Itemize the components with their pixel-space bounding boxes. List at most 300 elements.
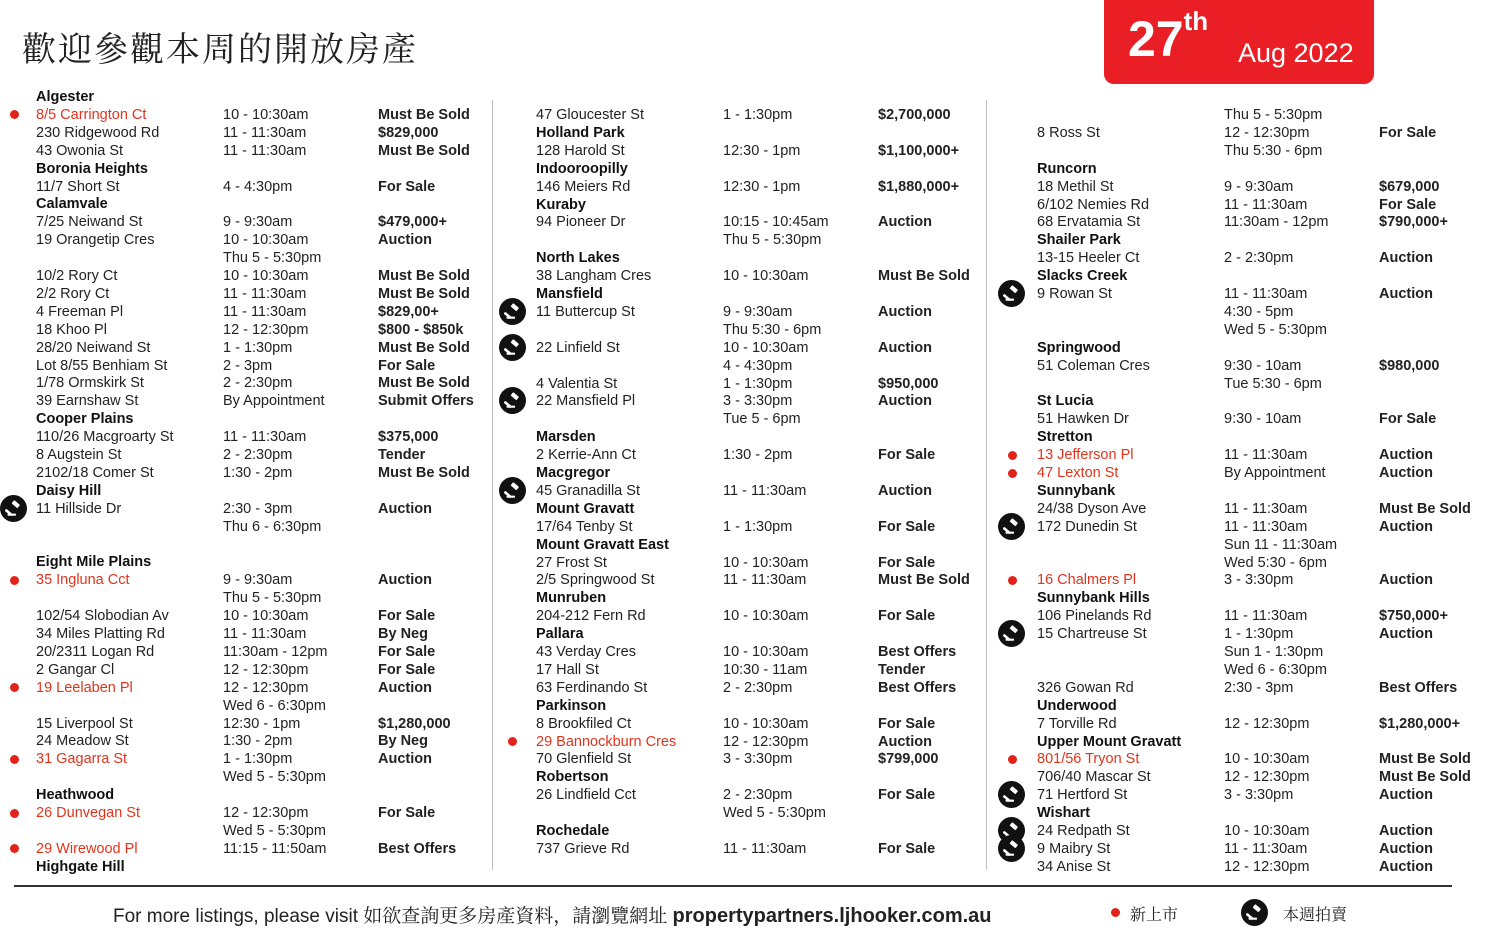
- inspection-time: 12:30 - 1pm: [723, 178, 801, 195]
- listing-row[interactable]: [36, 106, 488, 124]
- listing-price: By Neg: [378, 626, 428, 642]
- listing-row[interactable]: [1037, 750, 1489, 768]
- listing-row[interactable]: [36, 464, 488, 482]
- listing-price: $980,000: [1379, 357, 1440, 374]
- inspection-time: 1 - 1:30pm: [223, 751, 293, 768]
- inspection-time: 10 - 10:30am: [723, 339, 809, 356]
- listing-address: 15 Chartreuse St: [1037, 626, 1147, 643]
- inspection-time: 11 - 11:30am: [1224, 840, 1308, 857]
- inspection-time: 11 - 11:30am: [1224, 447, 1308, 464]
- listing-address: 29 Bannockburn Cres: [536, 733, 677, 750]
- listing-price: For Sale: [378, 608, 436, 625]
- listing-address: 35 Ingluna Cct: [36, 572, 130, 589]
- suburb-heading: Daisy Hill: [36, 482, 102, 499]
- suburb-heading: Slacks Creek: [1037, 268, 1128, 285]
- inspection-time: Tue 5:30 - 6pm: [1224, 375, 1322, 392]
- listing-row[interactable]: [536, 571, 988, 589]
- listing-address: 38 Langham Cres: [536, 268, 652, 285]
- listing-address: 1/78 Ormskirk St: [36, 375, 144, 392]
- listing-row[interactable]: [36, 518, 488, 536]
- inspection-time: 11 - 11:30am: [223, 429, 307, 446]
- listing-address: 11/7 Short St: [36, 178, 120, 195]
- listing-row[interactable]: [1037, 536, 1489, 554]
- listing-address: 110/26 Macgroarty St: [36, 429, 174, 446]
- listing-row[interactable]: [536, 392, 988, 410]
- inspection-time: 11 - 11:30am: [1224, 286, 1308, 302]
- listing-row[interactable]: [1037, 571, 1489, 589]
- suburb-heading: Rochedale: [536, 823, 610, 839]
- listing-row[interactable]: [36, 213, 488, 231]
- inspection-time: 1 - 1:30pm: [1224, 626, 1294, 643]
- inspection-time: 9:30 - 10am: [1224, 411, 1302, 428]
- listing-address: 26 Lindfield Cct: [536, 787, 636, 804]
- listing-address: 7 Torville Rd: [1037, 715, 1117, 732]
- inspection-time: 1 - 1:30pm: [723, 375, 793, 392]
- listing-price: Auction: [378, 572, 432, 589]
- inspection-time: 2 - 2:30pm: [223, 447, 293, 463]
- listing-address: 70 Glenfield St: [536, 751, 632, 768]
- suburb-heading: Robertson: [536, 769, 609, 786]
- listing-address: 102/54 Slobodian Av: [36, 608, 169, 625]
- listing-price: Tender: [378, 447, 426, 463]
- listing-address: 4 Freeman Pl: [36, 303, 124, 320]
- listing-row[interactable]: [36, 500, 488, 518]
- listing-address: 146 Meiers Rd: [536, 178, 631, 195]
- listing-price: $1,280,000+: [1379, 715, 1461, 732]
- listing-row[interactable]: [536, 357, 988, 375]
- inspection-time: 11 - 11:30am: [1224, 518, 1308, 535]
- listing-address: 28/20 Neiwand St: [36, 339, 151, 356]
- listing-price: Auction: [1379, 626, 1433, 643]
- inspection-time: By Appointment: [223, 393, 325, 410]
- inspection-time: 10 - 10:30am: [223, 268, 309, 284]
- suburb-heading: Holland Park: [536, 124, 625, 141]
- listing-row[interactable]: [36, 643, 488, 661]
- date-banner: [1104, 0, 1374, 84]
- new-listing-dot-icon: [10, 755, 19, 764]
- listing-row[interactable]: [1037, 643, 1489, 661]
- listing-price: Auction: [1379, 518, 1433, 535]
- suburb-heading: Boronia Heights: [36, 160, 148, 177]
- inspection-time: 10 - 10:30am: [723, 715, 809, 732]
- listing-row[interactable]: [1037, 607, 1489, 625]
- inspection-time: 11 - 11:30am: [223, 285, 307, 302]
- listing-price: $1,280,000: [378, 715, 451, 732]
- listing-row[interactable]: [36, 231, 488, 249]
- listing-price: $479,000+: [378, 214, 447, 231]
- listing-address: 39 Earnshaw St: [36, 393, 139, 410]
- inspection-time: 12:30 - 1pm: [723, 142, 801, 159]
- legend-new-label: 新上市: [1130, 907, 1179, 924]
- inspection-time: 10 - 10:30am: [723, 268, 809, 285]
- listing-row[interactable]: [536, 661, 988, 679]
- listing-price: Auction: [1379, 840, 1433, 857]
- suburb-heading: Sunnybank: [1037, 482, 1116, 499]
- listing-address: 47 Lexton St: [1037, 465, 1119, 481]
- inspection-time: 11:30am - 12pm: [223, 643, 328, 660]
- listing-row[interactable]: [1037, 786, 1489, 804]
- listing-row[interactable]: [1037, 375, 1489, 393]
- auction-gavel-icon: [998, 280, 1025, 307]
- listing-address: 71 Hertford St: [1037, 787, 1128, 804]
- inspection-time: 4:30 - 5pm: [1224, 303, 1294, 320]
- listing-row[interactable]: [36, 732, 488, 750]
- inspection-time: 10 - 10:30am: [223, 232, 309, 249]
- listing-row[interactable]: [1037, 142, 1489, 160]
- inspection-time: 11 - 11:30am: [723, 572, 807, 589]
- inspection-time: 12 - 12:30pm: [223, 679, 309, 696]
- suburb-heading: Mount Gravatt: [536, 500, 635, 517]
- suburb-heading: Pallara: [536, 626, 584, 643]
- inspection-time: 2 - 2:30pm: [1224, 250, 1294, 267]
- listing-row[interactable]: [36, 446, 488, 464]
- listing-row[interactable]: [36, 750, 488, 768]
- new-listing-dot-icon: [1008, 576, 1017, 585]
- listing-row[interactable]: [1037, 625, 1489, 643]
- suburb-heading: Eight Mile Plains: [36, 554, 152, 571]
- inspection-time: 11 - 11:30am: [1224, 500, 1308, 517]
- listing-row[interactable]: [36, 768, 488, 786]
- suburb-heading: Runcorn: [1037, 160, 1097, 177]
- listing-address: 8 Ross St: [1037, 124, 1100, 141]
- inspection-time: 11:15 - 11:50am: [223, 840, 327, 857]
- listing-row[interactable]: [36, 142, 488, 160]
- listing-address: 172 Dunedin St: [1037, 518, 1137, 535]
- listing-address: 20/2311 Logan Rd: [36, 643, 155, 660]
- inspection-time: 11:30am - 12pm: [1224, 214, 1329, 231]
- listing-price: Auction: [378, 500, 432, 517]
- listing-row[interactable]: [36, 357, 488, 375]
- inspection-time: 9:30 - 10am: [1224, 357, 1302, 374]
- listing-price: For Sale: [878, 554, 936, 571]
- inspection-time: Wed 6 - 6:30pm: [1224, 661, 1327, 678]
- listing-row[interactable]: [536, 321, 988, 339]
- listing-address: 19 Orangetip Cres: [36, 232, 155, 249]
- inspection-time: 2 - 2:30pm: [723, 679, 793, 696]
- inspection-time: 12 - 12:30pm: [1224, 124, 1310, 141]
- listing-price: $2,700,000: [878, 107, 951, 123]
- listing-row[interactable]: [536, 303, 988, 321]
- listing-price: $950,000: [878, 375, 939, 392]
- listing-price: For Sale: [878, 447, 936, 464]
- footer-rule: [14, 885, 1452, 887]
- listing-row[interactable]: [1037, 249, 1489, 267]
- listing-row[interactable]: [1037, 106, 1489, 124]
- listing-row[interactable]: [536, 375, 988, 393]
- listing-row[interactable]: [1037, 822, 1489, 840]
- listing-row[interactable]: [1037, 357, 1489, 375]
- listing-row[interactable]: [536, 840, 988, 858]
- inspection-time: By Appointment: [1224, 465, 1326, 481]
- listing-row[interactable]: [1037, 768, 1489, 786]
- listing-row[interactable]: [1037, 285, 1489, 303]
- date-day-number: 27: [1128, 11, 1184, 67]
- listing-row[interactable]: [1037, 124, 1489, 142]
- suburb-heading: Parkinson: [536, 697, 607, 714]
- suburb-heading: Stretton: [1037, 429, 1093, 446]
- listing-price: For Sale: [378, 661, 436, 678]
- inspection-time: 1 - 1:30pm: [723, 107, 793, 123]
- listing-price: For Sale: [878, 840, 936, 857]
- listing-row[interactable]: [536, 554, 988, 572]
- listing-address: 45 Granadilla St: [536, 482, 640, 499]
- listing-row[interactable]: [536, 518, 988, 536]
- listing-row[interactable]: [36, 679, 488, 697]
- listing-address: 15 Liverpool St: [36, 715, 133, 732]
- listing-row[interactable]: [36, 804, 488, 822]
- suburb-heading: Mansfield: [536, 286, 603, 302]
- date-day: [1128, 6, 1209, 67]
- new-listing-dot-icon: [10, 683, 19, 692]
- listing-price: Auction: [1379, 787, 1433, 804]
- listing-price: $800 - $850k: [378, 321, 464, 338]
- listing-address: 31 Gagarra St: [36, 751, 128, 768]
- listing-row[interactable]: [36, 715, 488, 733]
- suburb-heading: Highgate Hill: [36, 858, 125, 875]
- listing-row[interactable]: [36, 571, 488, 589]
- listing-row[interactable]: [36, 607, 488, 625]
- listing-row[interactable]: [1037, 464, 1489, 482]
- listing-price: By Neg: [378, 733, 428, 750]
- listing-price: $790,000+: [1379, 214, 1448, 231]
- inspection-time: 12 - 12:30pm: [1224, 858, 1310, 875]
- suburb-heading: Springwood: [1037, 339, 1121, 356]
- listing-row[interactable]: [1037, 178, 1489, 196]
- listing-address: 11 Hillside Dr: [36, 500, 122, 517]
- suburb-heading: Upper Mount Gravatt: [1037, 733, 1182, 750]
- listing-row[interactable]: [1037, 840, 1489, 858]
- auction-gavel-icon: [998, 835, 1025, 862]
- listing-price: Auction: [1379, 858, 1433, 875]
- listing-address: 18 Methil St: [1037, 178, 1114, 195]
- listing-row[interactable]: [1037, 410, 1489, 428]
- footer-message: [113, 901, 992, 928]
- listing-row[interactable]: [36, 339, 488, 357]
- inspection-time: 10 - 10:30am: [1224, 751, 1310, 768]
- listing-address: 68 Ervatamia St: [1037, 214, 1141, 231]
- listing-row[interactable]: [36, 392, 488, 410]
- inspection-time: 3 - 3:30pm: [1224, 787, 1294, 804]
- listing-address: 34 Miles Platting Rd: [36, 626, 165, 642]
- listing-row[interactable]: [36, 428, 488, 446]
- inspection-time: Thu 5 - 5:30pm: [223, 250, 322, 267]
- listing-price: $375,000: [378, 429, 439, 446]
- listing-row[interactable]: [36, 124, 488, 142]
- auction-gavel-icon: [998, 781, 1025, 808]
- listing-price: $1,100,000+: [878, 142, 960, 159]
- inspection-time: 1:30 - 2pm: [223, 464, 293, 481]
- listing-address: 10/2 Rory Ct: [36, 268, 118, 284]
- inspection-time: 12 - 12:30pm: [1224, 769, 1310, 786]
- listing-row[interactable]: [36, 267, 488, 285]
- listing-row[interactable]: [536, 213, 988, 231]
- listing-row[interactable]: [1037, 213, 1489, 231]
- listing-address: 7/25 Neiwand St: [36, 214, 143, 231]
- listing-row[interactable]: [536, 410, 988, 428]
- inspection-time: Thu 6 - 6:30pm: [223, 518, 322, 535]
- listing-row[interactable]: [536, 142, 988, 160]
- listing-row[interactable]: [536, 339, 988, 357]
- date-day-suffix: th: [1183, 6, 1209, 36]
- listing-address: 13 Jefferson Pl: [1037, 447, 1134, 464]
- auction-gavel-icon: [998, 513, 1025, 540]
- listing-row[interactable]: [1037, 321, 1489, 339]
- listing-address: 230 Ridgewood Rd: [36, 124, 160, 141]
- listing-price: Must Be Sold: [378, 339, 470, 356]
- listing-row[interactable]: [36, 178, 488, 196]
- listing-row[interactable]: [36, 374, 488, 392]
- listing-row[interactable]: [536, 446, 988, 464]
- inspection-time: 11 - 11:30am: [223, 124, 307, 141]
- listing-row[interactable]: [1037, 196, 1489, 214]
- inspection-time: 9 - 9:30am: [723, 303, 793, 320]
- listing-row[interactable]: [1037, 679, 1489, 697]
- listing-row[interactable]: [36, 625, 488, 643]
- listing-address: 24 Redpath St: [1037, 823, 1130, 839]
- listing-price: Best Offers: [878, 644, 957, 660]
- listing-price: Auction: [1379, 823, 1433, 839]
- listing-address: 17/64 Tenby St: [536, 518, 633, 535]
- listing-price: Auction: [1379, 572, 1433, 589]
- listing-price: For Sale: [378, 357, 436, 374]
- listing-row[interactable]: [536, 750, 988, 768]
- listing-price: For Sale: [878, 715, 936, 732]
- listing-row[interactable]: [36, 303, 488, 321]
- inspection-time: 11 - 11:30am: [223, 303, 307, 320]
- listing-row[interactable]: [36, 321, 488, 339]
- inspection-time: 2 - 3pm: [223, 357, 273, 374]
- listing-address: 9 Maibry St: [1037, 840, 1111, 857]
- listing-row[interactable]: [536, 643, 988, 661]
- listing-row[interactable]: [36, 249, 488, 267]
- listing-price: Best Offers: [378, 840, 457, 857]
- listing-price: Auction: [378, 751, 432, 768]
- listing-price: Auction: [878, 393, 932, 410]
- website-link[interactable]: propertypartners.ljhooker.com.au: [672, 905, 992, 927]
- listing-price: $679,000: [1379, 178, 1440, 195]
- listing-price: Best Offers: [878, 679, 957, 696]
- listing-address: 801/56 Tryon St: [1037, 751, 1140, 768]
- listing-row[interactable]: [536, 786, 988, 804]
- listing-address: 4 Valentia St: [536, 375, 618, 392]
- listing-address: 2102/18 Comer St: [36, 464, 154, 481]
- listing-row[interactable]: [536, 715, 988, 733]
- suburb-heading: Munruben: [536, 590, 607, 607]
- listing-price: Auction: [1379, 447, 1433, 464]
- inspection-time: 3 - 3:30pm: [723, 751, 793, 768]
- new-listing-dot-icon: [1008, 451, 1017, 460]
- listing-price: $829,00+: [378, 303, 439, 320]
- listing-row[interactable]: [36, 285, 488, 303]
- listing-row[interactable]: [536, 679, 988, 697]
- listing-row[interactable]: [536, 267, 988, 285]
- listing-address: 8 Augstein St: [36, 447, 122, 463]
- listing-row[interactable]: [36, 840, 488, 858]
- listing-row[interactable]: [1037, 518, 1489, 536]
- inspection-time: 2 - 2:30pm: [223, 375, 293, 392]
- listing-price: Tender: [878, 661, 926, 678]
- listing-price: $750,000+: [1379, 608, 1448, 625]
- inspection-time: Thu 5 - 5:30pm: [723, 232, 822, 249]
- auction-gavel-icon: [998, 620, 1025, 647]
- listing-price: $829,000: [378, 124, 439, 141]
- new-listing-dot-icon: [508, 737, 517, 746]
- listing-address: 18 Khoo Pl: [36, 321, 107, 338]
- listing-price: For Sale: [878, 787, 936, 804]
- listing-row[interactable]: [1037, 446, 1489, 464]
- listing-address: 94 Pioneer Dr: [536, 214, 626, 231]
- inspection-time: 10:15 - 10:45am: [723, 214, 829, 231]
- listing-row[interactable]: [1037, 715, 1489, 733]
- listing-address: 24/38 Dyson Ave: [1037, 500, 1147, 517]
- listing-price: $1,880,000+: [878, 178, 960, 195]
- inspection-time: Thu 5 - 5:30pm: [1224, 107, 1323, 123]
- listing-row[interactable]: [536, 482, 988, 500]
- inspection-time: 10 - 10:30am: [223, 608, 309, 625]
- auction-gavel-icon: [499, 477, 526, 504]
- listing-row[interactable]: [1037, 554, 1489, 572]
- suburb-heading: Macgregor: [536, 465, 611, 481]
- listing-price: Auction: [878, 303, 932, 320]
- listing-address: 204-212 Fern Rd: [536, 608, 646, 625]
- listing-row[interactable]: [536, 607, 988, 625]
- inspection-time: Wed 5 - 5:30pm: [723, 805, 826, 822]
- inspection-time: 1:30 - 2pm: [223, 733, 293, 750]
- listing-row[interactable]: [36, 697, 488, 715]
- listing-address: 22 Mansfield Pl: [536, 393, 636, 410]
- inspection-time: 9 - 9:30am: [223, 572, 293, 589]
- listing-price: Must Be Sold: [878, 572, 970, 589]
- listing-row[interactable]: [36, 822, 488, 840]
- inspection-time: Sun 11 - 11:30am: [1224, 536, 1338, 553]
- inspection-time: 11 - 11:30am: [223, 626, 307, 642]
- listing-row[interactable]: [536, 178, 988, 196]
- listing-address: 106 Pinelands Rd: [1037, 608, 1152, 625]
- listing-row[interactable]: [36, 589, 488, 607]
- listing-address: 19 Leelaben Pl: [36, 679, 133, 696]
- listing-address: 43 Verday Cres: [536, 644, 636, 660]
- listing-price: For Sale: [378, 805, 436, 821]
- listing-row[interactable]: [36, 661, 488, 679]
- suburb-heading: North Lakes: [536, 250, 620, 267]
- suburb-heading: Sunnybank Hills: [1037, 590, 1150, 607]
- listing-price: For Sale: [1379, 411, 1437, 428]
- listing-address: 34 Anise St: [1037, 858, 1111, 875]
- listing-row[interactable]: [1037, 500, 1489, 518]
- suburb-heading: Shailer Park: [1037, 232, 1121, 249]
- listing-row[interactable]: [1037, 303, 1489, 321]
- listing-address: 8 Brookfiled Ct: [536, 715, 632, 732]
- listing-price: Auction: [878, 482, 932, 499]
- new-listing-dot-icon: [1008, 755, 1017, 764]
- listing-price: $799,000: [878, 751, 939, 768]
- listing-row[interactable]: [536, 231, 988, 249]
- inspection-time: 9 - 9:30am: [1224, 178, 1294, 195]
- listing-row[interactable]: [1037, 858, 1489, 876]
- listing-price: Must Be Sold: [378, 268, 470, 284]
- listing-row[interactable]: [536, 733, 988, 751]
- listing-price: Auction: [878, 214, 932, 231]
- listing-price: Must Be Sold: [378, 375, 470, 392]
- inspection-time: Thu 5:30 - 6pm: [723, 321, 822, 338]
- listing-row[interactable]: [1037, 661, 1489, 679]
- listing-price: Must Be Sold: [1379, 751, 1471, 768]
- inspection-time: Thu 5 - 5:30pm: [223, 590, 322, 607]
- listing-row[interactable]: [536, 106, 988, 124]
- suburb-heading: St Lucia: [1037, 393, 1094, 410]
- inspection-time: 10:30 - 11am: [723, 661, 808, 678]
- listing-row[interactable]: [536, 804, 988, 822]
